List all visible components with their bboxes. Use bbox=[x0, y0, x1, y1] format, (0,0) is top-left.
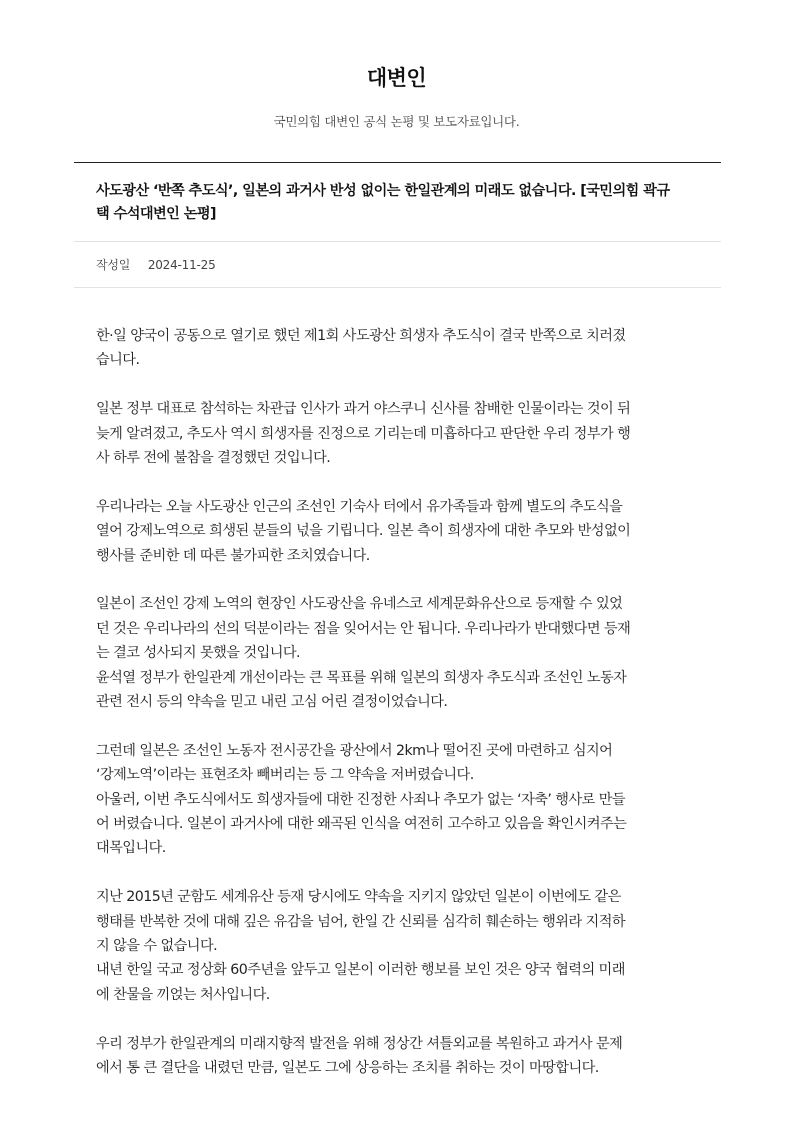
paragraph-line: 내년 한일 국교 정상화 60주년을 앞두고 일본이 이러한 행보를 보인 것은 양국 협력의 미래 bbox=[96, 962, 625, 979]
body-paragraph bbox=[96, 739, 699, 861]
article-body bbox=[74, 288, 721, 1081]
paragraph-line: 던 것은 우리나라의 선의 덕분이라는 점을 잊어서는 안 됩니다. 우리나라가 반대했다면 등재 bbox=[96, 620, 631, 637]
paragraph-line: 지 않을 수 없습니다. bbox=[96, 938, 218, 955]
article-title-line: 택 수석대변인 논평] bbox=[96, 206, 216, 222]
site-title: 대변인 bbox=[366, 66, 427, 90]
body-paragraph bbox=[96, 397, 699, 470]
paragraph-line: 사 하루 전에 불참을 결정했던 것입니다. bbox=[96, 450, 331, 467]
paragraph-line: 아울러, 이번 추도식에서도 희생자들에 대한 진정한 사죄나 추모가 없는 ‘자축’ 행사로 만들 bbox=[96, 791, 626, 808]
paragraph-line: 행태를 반복한 것에 대해 깊은 유감을 넘어, 한일 간 신뢰를 심각히 훼손하는 행위라 지적하 bbox=[96, 913, 626, 930]
paragraph-line: 일본 정부 대표로 참석하는 차관급 인사가 과거 야스쿠니 신사를 참배한 인물이라는 것이 뒤 bbox=[96, 401, 631, 418]
paragraph-line: 열어 강제노역으로 희생된 분들의 넋을 기립니다. 일본 측이 희생자에 대한 추모와 반성없이 bbox=[96, 523, 631, 540]
paragraph-line: 행사를 준비한 데 따른 불가피한 조치였습니다. bbox=[96, 547, 370, 564]
article-meta bbox=[74, 242, 721, 287]
paragraph-line: 습니다. bbox=[96, 352, 140, 369]
article-title bbox=[74, 163, 721, 241]
site-subtitle: 국민의힘 대변인 공식 논평 및 보도자료입니다. bbox=[273, 114, 520, 129]
body-paragraph bbox=[96, 495, 699, 568]
paragraph-line: 윤석열 정부가 한일관계 개선이라는 큰 목표를 위해 일본의 희생자 추도식과 조선인 노동자 bbox=[96, 669, 627, 686]
article-title-line: 사도광산 ‘반쪽 추도식’, 일본의 과거사 반성 없이는 한일관계의 미래도 없습니다. [국민의힘 곽규 bbox=[96, 183, 670, 199]
paragraph-line: 일본이 조선인 강제 노역의 현장인 사도광산을 유네스코 세계문화유산으로 등재할 수 있었 bbox=[96, 596, 623, 613]
paragraph-line: 늦게 알려졌고, 추도사 역시 희생자를 진정으로 기리는데 미흡하다고 판단한 우리 정부가 행 bbox=[96, 425, 631, 442]
paragraph-line: 관련 전시 등의 약속을 믿고 내린 고심 어린 결정이었습니다. bbox=[96, 694, 448, 711]
paragraph-line: 우리나라는 오늘 사도광산 인근의 조선인 기숙사 터에서 유가족들과 함께 별도의 추도식을 bbox=[96, 498, 623, 515]
date-label: 작성일 bbox=[96, 258, 131, 272]
paragraph-line: 한·일 양국이 공동으로 열기로 했던 제1회 사도광산 희생자 추도식이 결국 반쪽으로 치러졌 bbox=[96, 328, 626, 344]
paragraph-line: ‘강제노역’이라는 표현조차 빼버리는 등 그 약속을 저버렸습니다. bbox=[96, 767, 474, 784]
paragraph-line: 에서 통 큰 결단을 내렸던 만큼, 일본도 그에 상응하는 조치를 취하는 것이 마땅합니다. bbox=[96, 1060, 599, 1077]
body-paragraph bbox=[96, 592, 699, 714]
paragraph-line: 어 버렸습니다. 일본이 과거사에 대한 왜곡된 인식을 여전히 고수하고 있음을 확인시켜주는 bbox=[96, 816, 627, 833]
article bbox=[74, 162, 721, 1105]
body-paragraph bbox=[96, 885, 699, 1007]
body-paragraph bbox=[96, 324, 699, 373]
paragraph-line: 대목입니다. bbox=[96, 840, 166, 857]
paragraph-line: 그런데 일본은 조선인 노동자 전시공간을 광산에서 2km나 떨어진 곳에 마련하고 심지어 bbox=[96, 742, 613, 759]
paragraph-line: 는 결코 성사되지 못했을 것입니다. bbox=[96, 645, 300, 662]
paragraph-line: 우리 정부가 한일관계의 미래지향적 발전을 위해 정상간 셔틀외교를 복원하고 과거사 문제 bbox=[96, 1035, 623, 1052]
body-paragraph bbox=[96, 1032, 699, 1081]
date-value: 2024-11-25 bbox=[147, 258, 216, 272]
page-header bbox=[0, 0, 793, 130]
paragraph-line: 에 찬물을 끼얹는 처사입니다. bbox=[96, 986, 270, 1003]
paragraph-line: 지난 2015년 군함도 세계유산 등재 당시에도 약속을 지키지 않았던 일본이 이번에도 같은 bbox=[96, 889, 621, 906]
